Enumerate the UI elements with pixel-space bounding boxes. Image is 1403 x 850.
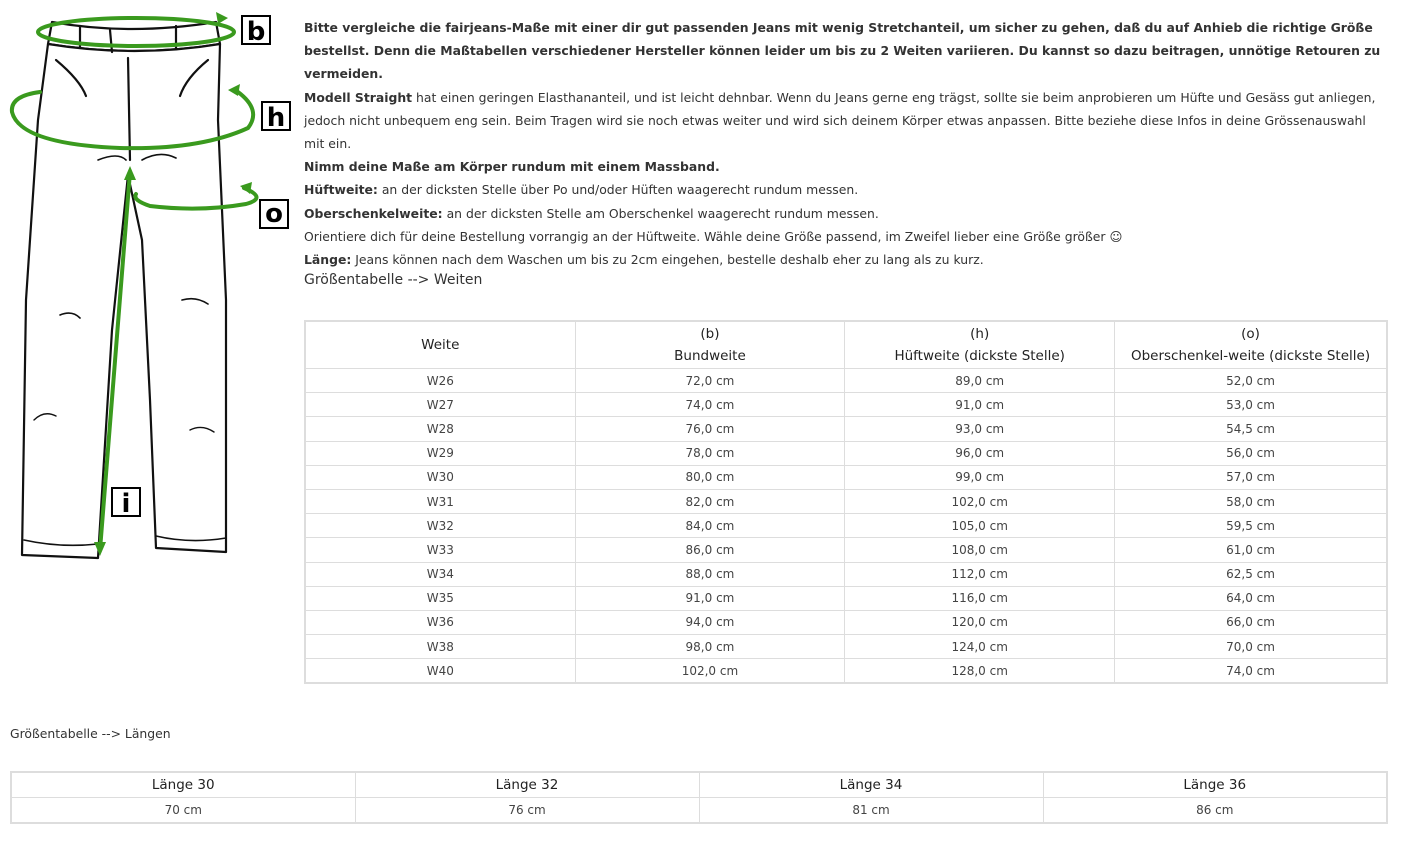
table-cell: W27 xyxy=(305,393,575,417)
intro-paragraph-6: Orientiere dich für deine Bestellung vorrangig an der Hüftweite. Wähle deine Größe passend, im Zweifel lieber eine Größe größer ☺ xyxy=(304,228,1123,244)
label-b: b xyxy=(246,17,266,47)
weiten-heading: Größentabelle --> Weiten xyxy=(304,272,483,288)
intro-paragraph-5: Oberschenkelweite: an der dicksten Stelle am Oberschenkel waagerecht rundum messen. xyxy=(304,205,879,221)
table-cell: 86,0 cm xyxy=(575,538,845,562)
table-row xyxy=(305,393,1387,417)
table-cell: 58,0 cm xyxy=(1115,489,1387,513)
table-cell: 70,0 cm xyxy=(1115,635,1387,659)
table-cell: W36 xyxy=(305,610,575,634)
table-row xyxy=(305,465,1387,489)
weiten-size-table xyxy=(304,320,1388,684)
table-cell: W38 xyxy=(305,635,575,659)
table-row xyxy=(305,369,1387,393)
table-cell: 80,0 cm xyxy=(575,465,845,489)
arrow-head-icon xyxy=(216,12,228,24)
col-header-oberschenkelweite: (o) Oberschenkel-weite (dickste Stelle) xyxy=(1115,321,1387,369)
table-row xyxy=(305,441,1387,465)
table-cell: 112,0 cm xyxy=(845,562,1115,586)
label-h: h xyxy=(266,103,286,133)
label-i: i xyxy=(121,489,131,519)
col-header-laenge-36: Länge 36 xyxy=(1043,772,1387,798)
table-cell: 66,0 cm xyxy=(1115,610,1387,634)
table-cell: 64,0 cm xyxy=(1115,586,1387,610)
table-cell: 124,0 cm xyxy=(845,635,1115,659)
col-header-laenge-32: Länge 32 xyxy=(355,772,699,798)
table-row xyxy=(305,514,1387,538)
laengen-size-table xyxy=(10,771,1388,824)
table-cell: 88,0 cm xyxy=(575,562,845,586)
intro-paragraph-3: Nimm deine Maße am Körper rundum mit einem Massband. xyxy=(304,159,720,175)
label-o: o xyxy=(265,199,283,229)
intro-paragraph-7: Länge: Jeans können nach dem Waschen um bis zu 2cm eingehen, bestelle deshalb eher zu lang als zu kurz. xyxy=(304,252,984,268)
table-row xyxy=(305,417,1387,441)
table-row xyxy=(305,562,1387,586)
table-cell: 105,0 cm xyxy=(845,514,1115,538)
table-row xyxy=(305,489,1387,513)
table-cell: 84,0 cm xyxy=(575,514,845,538)
table-cell: 91,0 cm xyxy=(845,393,1115,417)
table-cell: W34 xyxy=(305,562,575,586)
col-header-laenge-30: Länge 30 xyxy=(11,772,355,798)
intro-paragraph-2: Modell Straight hat einen geringen Elasthananteil, und ist leicht dehnbar. Wenn du Jeans gerne eng trägst, sollte sie beim anprobieren um Hüfte und Gesäss gut anliegen, jedoch nicht unbequem eng sein. Beim Tragen wird sie noch etwas weiter und wird sich deinem Körper etwas anpassen. Bitte beziehe diese Infos in deine Grössenauswahl mit ein. xyxy=(304,89,1376,152)
table-cell: W35 xyxy=(305,586,575,610)
table-cell: 74,0 cm xyxy=(575,393,845,417)
table-cell: W26 xyxy=(305,369,575,393)
table-cell: 52,0 cm xyxy=(1115,369,1387,393)
table-cell: 54,5 cm xyxy=(1115,417,1387,441)
table-cell: 74,0 cm xyxy=(1115,659,1387,684)
table-cell: 108,0 cm xyxy=(845,538,1115,562)
col-header-bundweite: (b) Bundweite xyxy=(575,321,845,369)
laengen-heading: Größentabelle --> Längen xyxy=(10,726,171,741)
label-b-box xyxy=(242,16,270,47)
table-cell: 96,0 cm xyxy=(845,441,1115,465)
intro-paragraph-4: Hüftweite: an der dicksten Stelle über Po und/oder Hüften waagerecht rundum messen. xyxy=(304,182,859,198)
table-row xyxy=(11,798,1387,824)
table-cell: W32 xyxy=(305,514,575,538)
label-o-box xyxy=(260,199,288,229)
table-cell: W28 xyxy=(305,417,575,441)
table-cell: 128,0 cm xyxy=(845,659,1115,684)
table-cell: 81 cm xyxy=(699,798,1043,824)
col-header-weite: Weite xyxy=(305,321,575,369)
table-cell: 102,0 cm xyxy=(845,489,1115,513)
table-row xyxy=(305,659,1387,684)
table-cell: 86 cm xyxy=(1043,798,1387,824)
table-cell: W40 xyxy=(305,659,575,684)
table-cell: 70 cm xyxy=(11,798,355,824)
table-cell: 116,0 cm xyxy=(845,586,1115,610)
table-cell: 82,0 cm xyxy=(575,489,845,513)
table-cell: 93,0 cm xyxy=(845,417,1115,441)
table-cell: 94,0 cm xyxy=(575,610,845,634)
table-cell: 102,0 cm xyxy=(575,659,845,684)
table-cell: 53,0 cm xyxy=(1115,393,1387,417)
label-i-box xyxy=(112,488,140,519)
table-row xyxy=(305,586,1387,610)
table-cell: 89,0 cm xyxy=(845,369,1115,393)
table-cell: 57,0 cm xyxy=(1115,465,1387,489)
table-cell: 61,0 cm xyxy=(1115,538,1387,562)
table-row xyxy=(305,635,1387,659)
table-row xyxy=(305,610,1387,634)
table-row xyxy=(305,538,1387,562)
table-cell: W30 xyxy=(305,465,575,489)
table-cell: 98,0 cm xyxy=(575,635,845,659)
col-header-laenge-34: Länge 34 xyxy=(699,772,1043,798)
table-cell: 76,0 cm xyxy=(575,417,845,441)
table-cell: 59,5 cm xyxy=(1115,514,1387,538)
label-h-box xyxy=(262,102,290,133)
table-cell: 78,0 cm xyxy=(575,441,845,465)
table-cell: 76 cm xyxy=(355,798,699,824)
intro-paragraph-1: Bitte vergleiche die fairjeans-Maße mit einer dir gut passenden Jeans mit wenig Stretchanteil, um sicher zu gehen, daß du auf Anhieb die richtige Größe bestellst. Denn die Maßtabellen verschiedener Hersteller können leider um bis zu 2 Weiten variieren. Du kannst so dazu beitragen, unnötige Retouren zu vermeiden. xyxy=(304,20,1381,82)
model-name: Modell Straight xyxy=(304,89,413,105)
jeans-drawing xyxy=(22,22,226,558)
table-cell: W29 xyxy=(305,441,575,465)
jeans-measurement-illustration xyxy=(0,0,300,575)
table-cell: 62,5 cm xyxy=(1115,562,1387,586)
table-header-row xyxy=(11,772,1387,798)
col-header-hueftweite: (h) Hüftweite (dickste Stelle) xyxy=(845,321,1115,369)
table-header-row xyxy=(305,321,1387,369)
intro-text xyxy=(304,16,1390,271)
table-cell: 91,0 cm xyxy=(575,586,845,610)
table-cell: 56,0 cm xyxy=(1115,441,1387,465)
table-cell: 72,0 cm xyxy=(575,369,845,393)
table-cell: W31 xyxy=(305,489,575,513)
table-cell: 120,0 cm xyxy=(845,610,1115,634)
table-cell: W33 xyxy=(305,538,575,562)
table-cell: 99,0 cm xyxy=(845,465,1115,489)
arrow-head-icon xyxy=(240,182,252,194)
arrow-head-icon xyxy=(228,84,240,96)
